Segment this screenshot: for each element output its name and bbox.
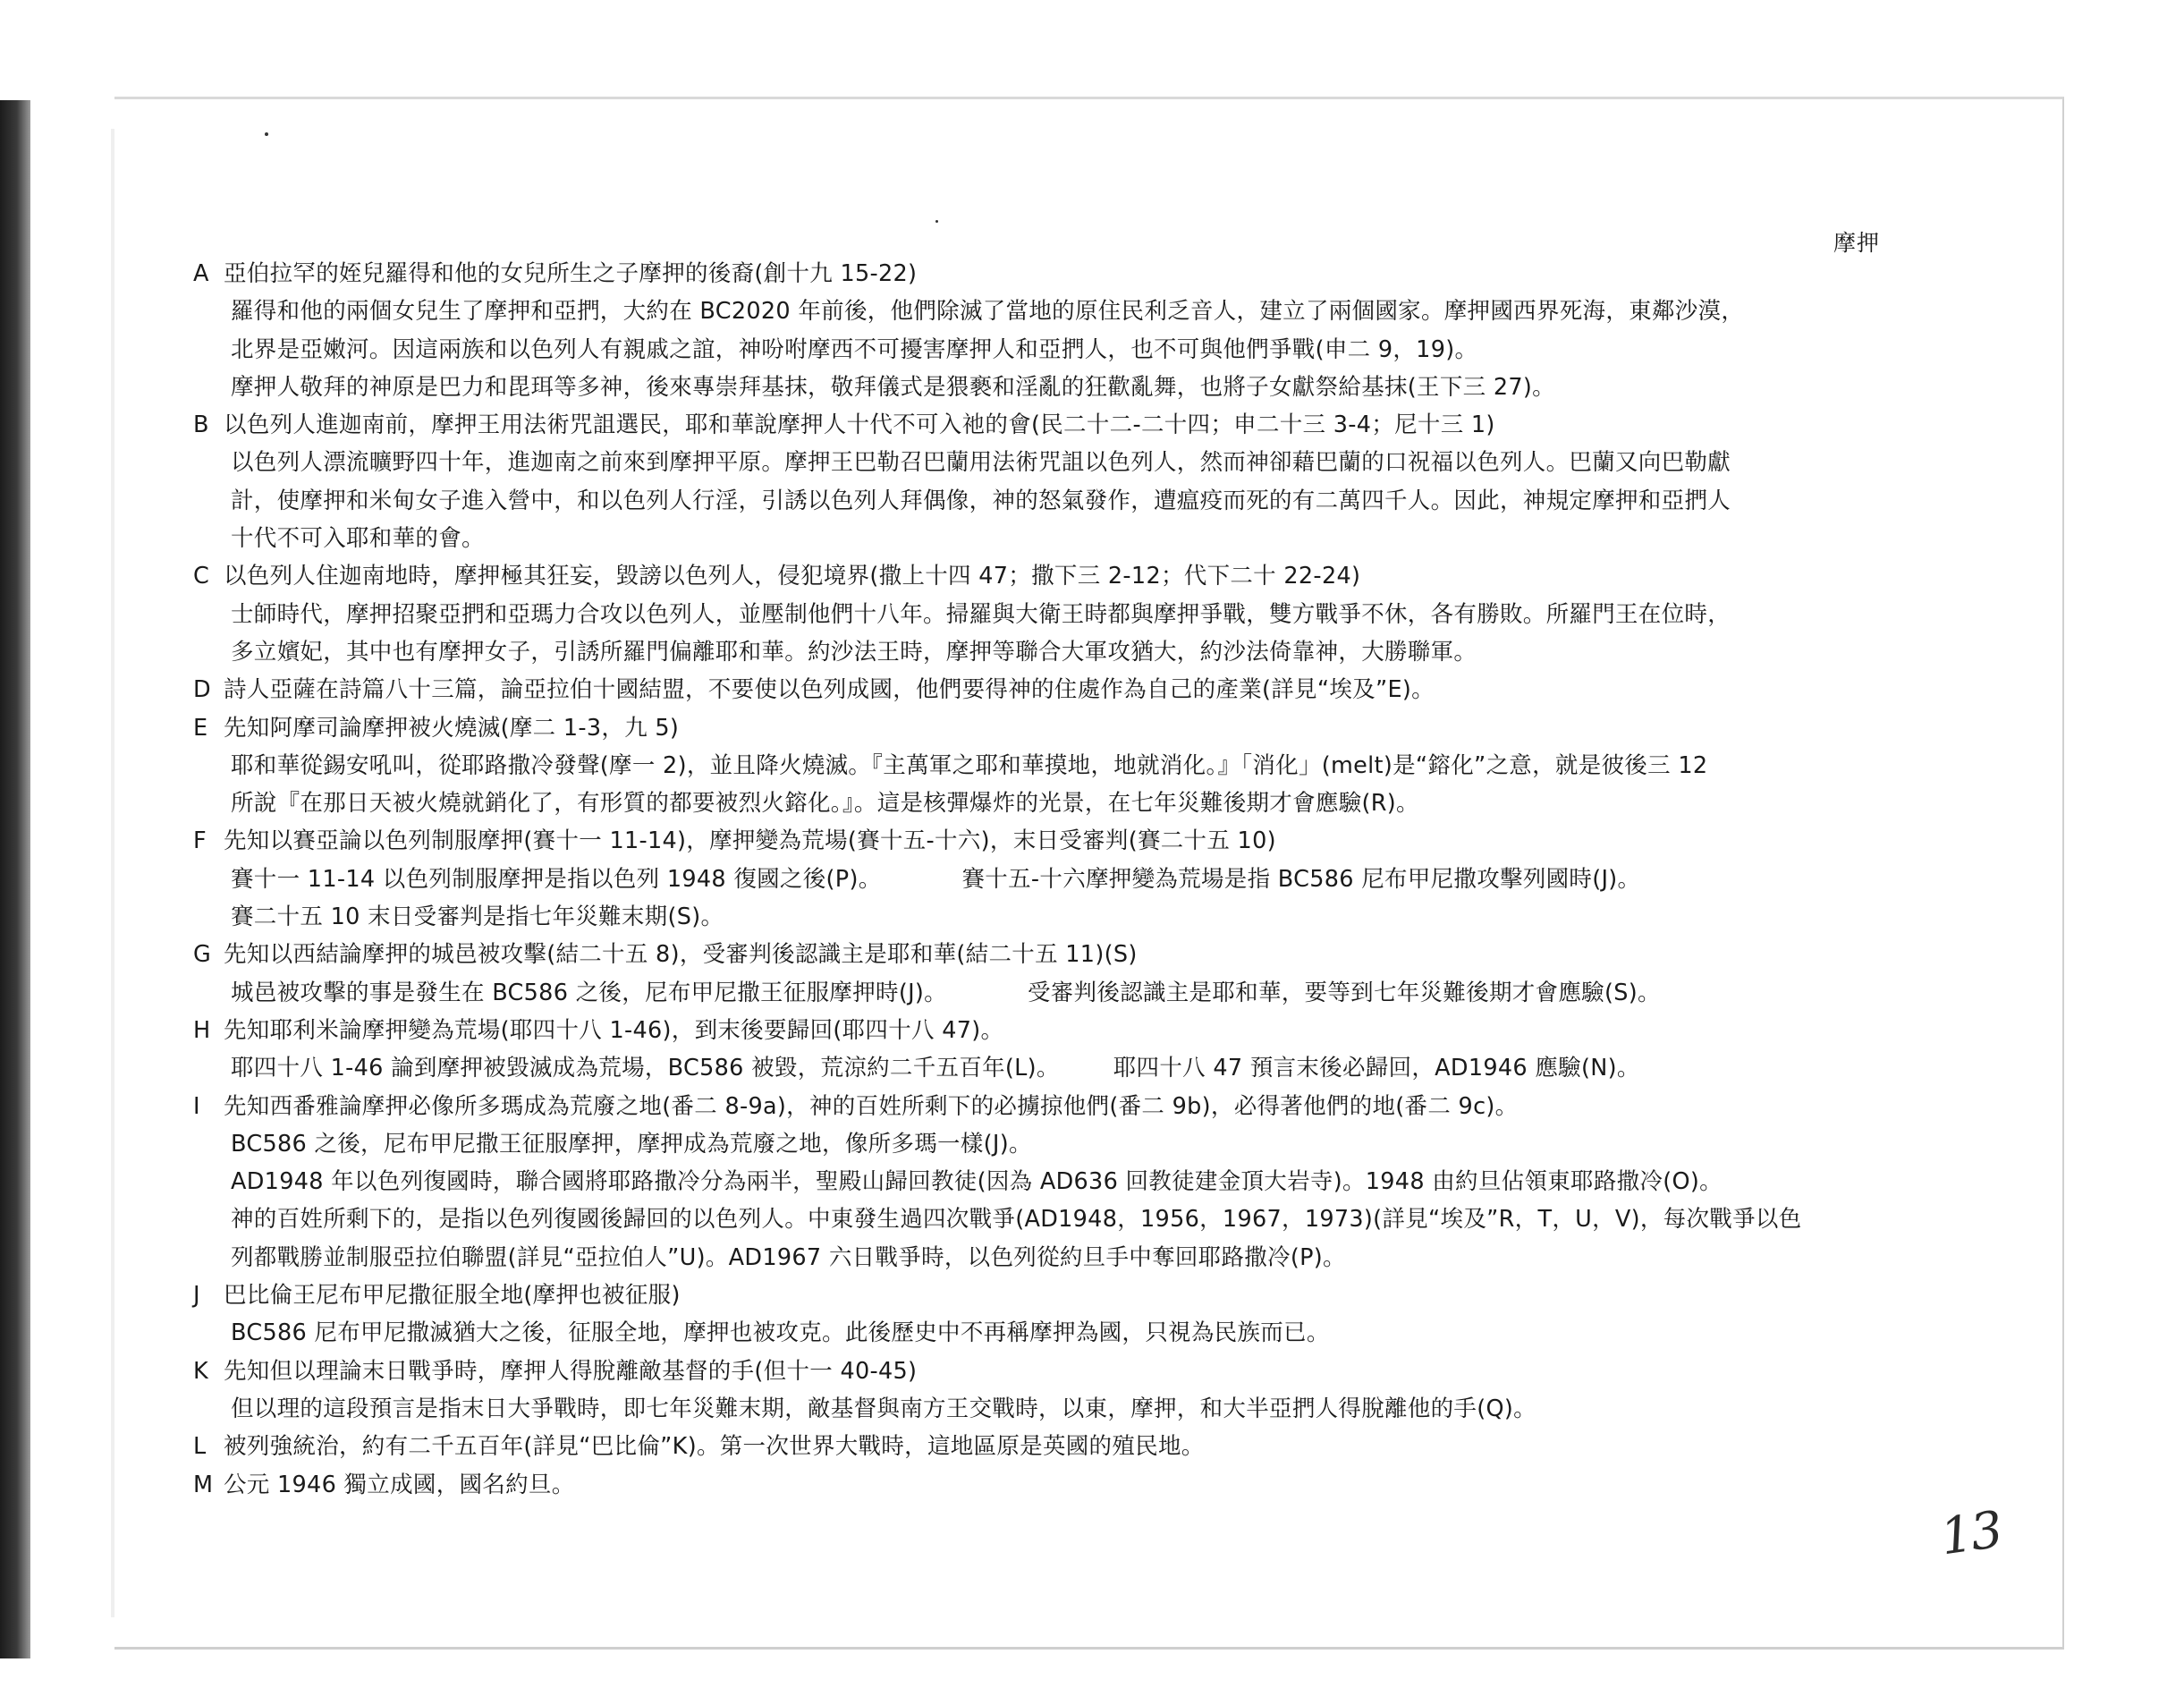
section-title: 亞伯拉罕的姪兒羅得和他的女兒所生之子摩押的後裔(創十九 15-22) — [224, 260, 918, 287]
body-line — [193, 1049, 1982, 1087]
body-fragment: 耶四十八 1-46 論到摩押被毀滅成為荒場，BC586 被毀，荒涼約二千五百年(L)。 — [231, 1055, 1060, 1082]
section-title: 詩人亞薩在詩篇八十三篇，論亞拉伯十國結盟，不要使以色列成國，他們要得神的住處作為自己的產業(詳見“埃及”E)。 — [224, 676, 1435, 704]
section-letter: M — [193, 1471, 214, 1498]
section-heading — [193, 1012, 1982, 1049]
scan-speck — [935, 220, 938, 223]
section-letter: E — [193, 714, 208, 742]
section-letter: F — [193, 827, 207, 855]
section-heading — [193, 1277, 1982, 1314]
body-line: AD1948 年以色列復國時，聯合國將耶路撒冷分為兩半，聖殿山歸回教徒(因為 AD636 回教徒建金頂大岩寺)。1948 由約旦佔領東耶路撒冷(O)。 — [231, 1168, 1723, 1196]
body-line: 耶和華從錫安吼叫，從耶路撒冷發聲(摩一 2)，並且降火燒滅。『主萬軍之耶和華摸地，地就消化。』「消化」(melt)是“鎔化”之意，就是彼後三 12 — [231, 751, 1708, 779]
section-letter: K — [193, 1357, 209, 1385]
scanner-shadow-edge — [0, 100, 30, 1658]
body-fragment: 賽十一 11-14 以色列制服摩押是指以色列 1948 復國之後(P)。 — [231, 865, 882, 893]
body-line — [193, 861, 1982, 898]
section-heading — [193, 936, 1982, 973]
section-heading — [193, 1353, 1982, 1390]
section-title: 被列強統治，約有二千五百年(詳見“巴比倫”K)。第一次世界大戰時，這地區原是英國的殖民地。 — [224, 1433, 1205, 1461]
section-letter: L — [193, 1433, 207, 1461]
body-fragment: 耶四十八 47 預言末後必歸回，AD1946 應驗(N)。 — [1113, 1055, 1640, 1082]
section-heading — [193, 1088, 1982, 1125]
body-line: 多立嬪妃，其中也有摩押女子，引誘所羅門偏離耶和華。約沙法王時，摩押等聯合大軍攻猶大，約沙法倚靠神，大勝聯軍。 — [231, 638, 1477, 666]
body-line: BC586 之後，尼布甲尼撒王征服摩押，摩押成為荒廢之地，像所多瑪一樣(J)。 — [231, 1130, 1032, 1158]
body-line: 羅得和他的兩個女兒生了摩押和亞捫，大約在 BC2020 年前後，他們除滅了當地的原住民利乏音人，建立了兩個國家。摩押國西界死海，東鄰沙漠， — [231, 298, 1745, 326]
body-line — [193, 974, 1982, 1012]
body-line: 所說『在那日天被火燒就銷化了，有形質的都要被烈火鎔化。』。這是核彈爆炸的光景，在七年災難後期才會應驗(R)。 — [231, 790, 1419, 818]
section-title: 巴比倫王尼布甲尼撒征服全地(摩押也被征服) — [224, 1282, 681, 1310]
section-heading — [193, 1466, 1982, 1504]
section-heading — [193, 255, 1982, 293]
section-heading — [193, 822, 1982, 860]
section-title: 先知但以理論末日戰爭時，摩押人得脫離敵基督的手(但十一 40-45) — [224, 1357, 918, 1385]
section-heading — [193, 557, 1982, 595]
section-heading — [193, 709, 1982, 747]
section-title: 先知西番雅論摩押必像所多瑪成為荒廢之地(番二 8-9a)，神的百姓所剩下的必擄掠他們(番二 9b)，必得著他們的地(番二 9c)。 — [224, 1092, 1519, 1120]
body-line: 摩押人敬拜的神原是巴力和毘珥等多神，後來專崇拜基抹，敬拜儀式是猥褻和淫亂的狂歡亂舞，也將子女獻祭給基抹(王下三 27)。 — [231, 373, 1555, 401]
body-line: 計，使摩押和米甸女子進入營中，和以色列人行淫，引誘以色列人拜偶像，神的怒氣發作，遭瘟疫而死的有二萬四千人。因此，神規定摩押和亞捫人 — [231, 487, 1731, 514]
section-title: 以色列人住迦南地時，摩押極其狂妄，毀謗以色列人，侵犯境界(撒上十四 47；撒下三 2-12；代下二十 22-24) — [224, 563, 1361, 590]
body-line: 北界是亞嫩河。因這兩族和以色列人有親戚之誼，神吩咐摩西不可擾害摩押人和亞捫人，也不可與他們爭戰(申二 9，19)。 — [231, 335, 1478, 363]
body-line: 列都戰勝並制服亞拉伯聯盟(詳見“亞拉伯人”U)。AD1967 六日戰爭時，以色列從約旦手中奪回耶路撒冷(P)。 — [231, 1243, 1346, 1271]
section-title: 公元 1946 獨立成國，國名約旦。 — [224, 1471, 575, 1498]
section-heading — [193, 671, 1982, 708]
section-heading — [193, 1428, 1982, 1465]
section-heading — [193, 406, 1982, 444]
section-title: 以色列人進迦南前，摩押王用法術咒詛選民，耶和華說摩押人十代不可入祂的會(民二十二-二十四；申二十三 3-4；尼十三 1) — [224, 411, 1495, 439]
body-line: 十代不可入耶和華的會。 — [231, 525, 485, 553]
body-line: 士師時代，摩押招聚亞捫和亞瑪力合攻以色列人，並壓制他們十八年。掃羅與大衛王時都與摩押爭戰，雙方戰爭不休，各有勝敗。所羅門王在位時， — [231, 600, 1731, 628]
body-fragment: 城邑被攻擊的事是發生在 BC586 之後，尼布甲尼撒王征服摩押時(J)。 — [231, 979, 947, 1006]
page-header: 摩押 — [1833, 230, 1881, 256]
body-fragment: 賽十五-十六摩押變為荒場是指 BC586 尼布甲尼撒攻擊列國時(J)。 — [961, 865, 1641, 893]
section-letter: D — [193, 676, 211, 704]
scan-speck — [265, 132, 268, 136]
section-letter: C — [193, 563, 210, 590]
section-letter: G — [193, 941, 212, 969]
body-line: 但以理的這段預言是指末日大爭戰時，即七年災難末期，敵基督與南方王交戰時，以東，摩押，和大半亞捫人得脫離他的手(Q)。 — [231, 1395, 1536, 1422]
section-letter: A — [193, 260, 209, 287]
section-letter: I — [193, 1092, 200, 1120]
section-letter: H — [193, 1016, 211, 1044]
section-title: 先知耶利米論摩押變為荒場(耶四十八 1-46)，到末後要歸回(耶四十八 47)。 — [224, 1016, 1004, 1044]
body-fragment: 受審判後認識主是耶和華，要等到七年災難後期才會應驗(S)。 — [1027, 979, 1661, 1006]
section-title: 先知阿摩司論摩押被火燒滅(摩二 1-3，九 5) — [224, 714, 680, 742]
body-line: 賽二十五 10 末日受審判是指七年災難末期(S)。 — [231, 903, 724, 931]
body-line: 以色列人漂流曠野四十年，進迦南之前來到摩押平原。摩押王巴勒召巴蘭用法術咒詛以色列人，然而神卻藉巴蘭的口祝福以色列人。巴蘭又向巴勒獻 — [231, 449, 1731, 477]
handwritten-page-number: 13 — [1936, 1500, 2005, 1567]
body-line: 神的百姓所剩下的，是指以色列復國後歸回的以色列人。中東發生過四次戰爭(AD1948，1956，1967，1973)(詳見“埃及”R，T，U，V)，每次戰爭以色 — [231, 1206, 1802, 1234]
body-line: BC586 尼布甲尼撒滅猶大之後，征服全地，摩押也被攻克。此後歷史中不再稱摩押為國，只視為民族而已。 — [231, 1319, 1330, 1347]
document-body — [193, 255, 1982, 1504]
section-letter: B — [193, 411, 209, 439]
section-title: 先知以賽亞論以色列制服摩押(賽十一 11-14)，摩押變為荒場(賽十五-十六)，末日受審判(賽二十五 10) — [224, 827, 1276, 855]
section-letter: J — [193, 1282, 200, 1310]
section-title: 先知以西結論摩押的城邑被攻擊(結二十五 8)，受審判後認識主是耶和華(結二十五 11)(S) — [224, 941, 1138, 969]
